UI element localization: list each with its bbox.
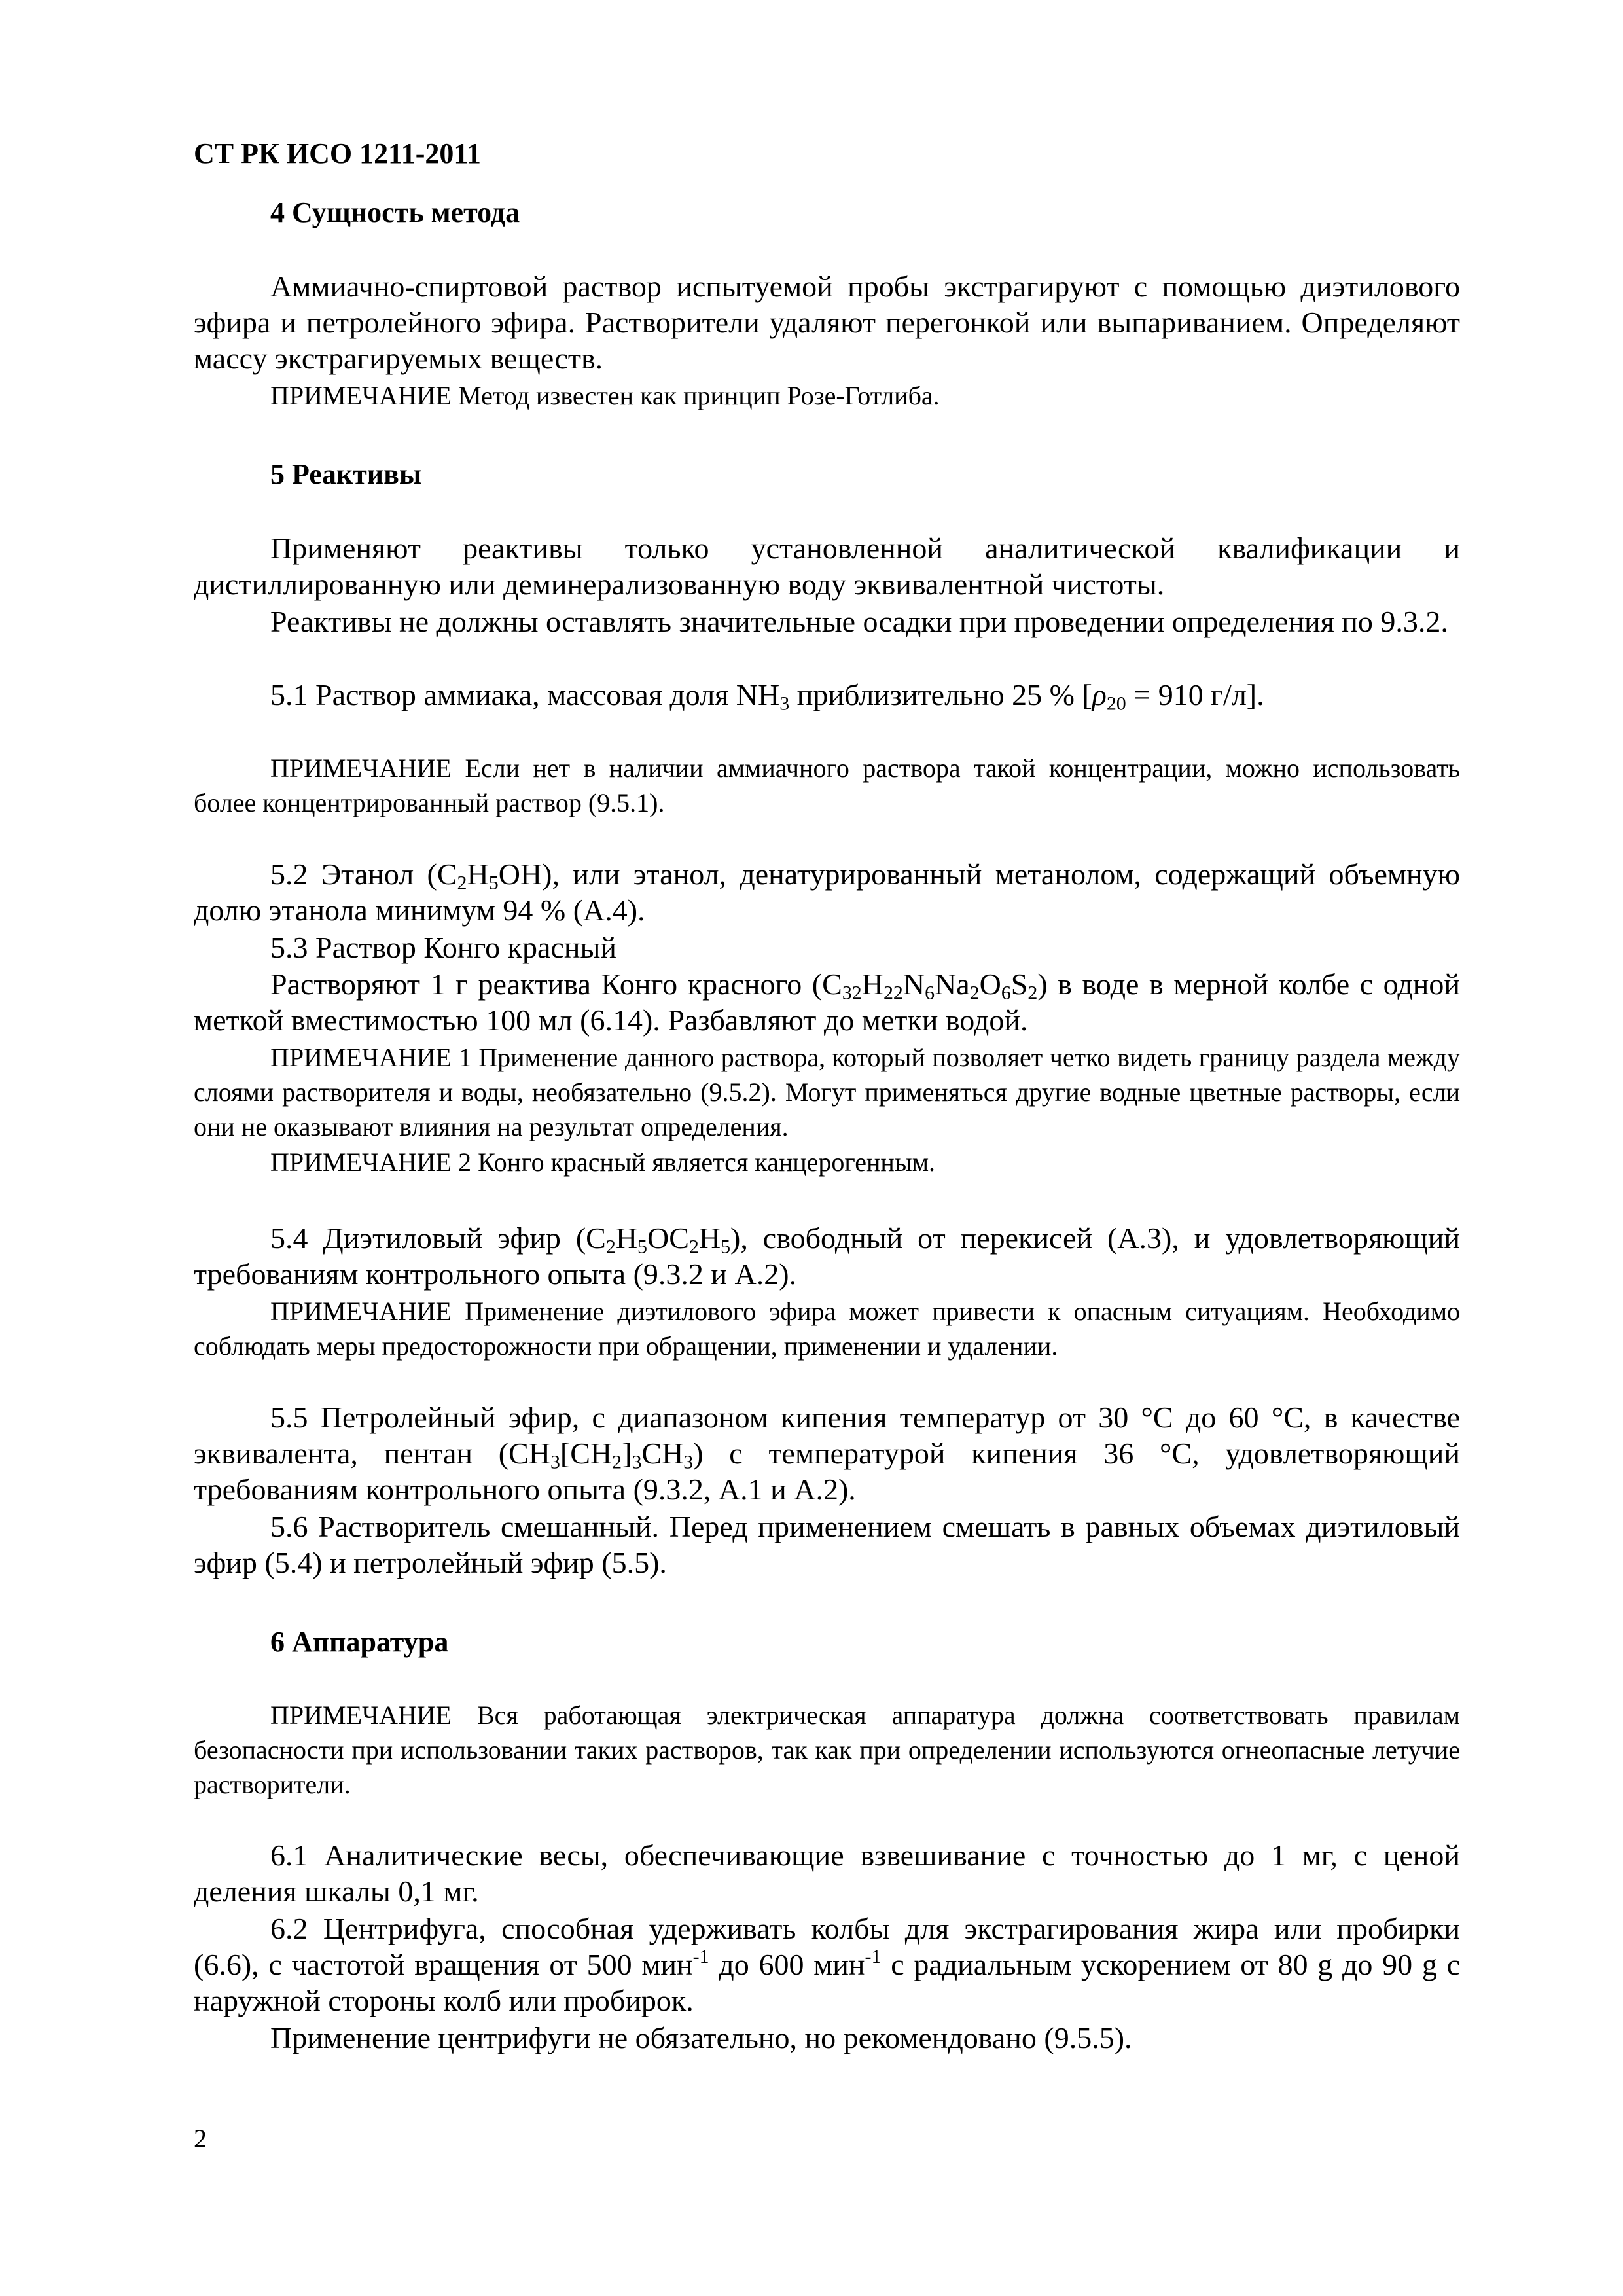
section-6-heading: 6 Аппаратура (270, 1626, 449, 1658)
item-5-3-note-1: ПРИМЕЧАНИЕ 1 Применение данного раствора, который позволяет четко видеть границу раздела между слоями растворителя и воды, необязательно (9.5.2). Могут применяться другие водные цветные растворы, если они не оказывают влияния на результат определения. (194, 1043, 1460, 1141)
page-number: 2 (194, 2124, 207, 2153)
item-5-3-note-2: ПРИМЕЧАНИЕ 2 Конго красный является канцерогенным. (270, 1147, 936, 1177)
section-5-paragraph-2: Реактивы не должны оставлять значительные осадки при проведении определения по 9.3.2. (270, 605, 1448, 638)
item-5-2: 5.2 Этанол $(C_2H_5OH)$, или этанол, денатурированный метанолом, содержащий объемную долю этанола минимум 94 % (А.4). (194, 857, 1460, 927)
section-4-paragraph: Аммиачно-спиртовой раствор испытуемой пробы экстрагируют с помощью диэтилового эфира и петролейного эфира. Растворители удаляют перегонкой или выпариванием. Определяют массу экстрагируемых веществ. (194, 270, 1460, 375)
item-6-1: 6.1 Аналитические весы, обеспечивающие взвешивание с точностью до 1 мг, с ценой деления шкалы 0,1 мг. (194, 1839, 1460, 1908)
standard-code: СТ РК ИСО 1211-2011 (194, 137, 481, 170)
section-4-heading: 4 Сущность метода (270, 196, 520, 228)
section-5-paragraph-1: Применяют реактивы только установленной аналитической квалификации и дистиллированную или деминерализованную воду эквивалентной чистоты. (194, 531, 1460, 601)
item-5-1-note: ПРИМЕЧАНИЕ Если нет в наличии аммиачного раствора такой концентрации, можно использовать более концентрированный раствор (9.5.1). (194, 753, 1460, 817)
item-5-3-text: Растворяют 1 г реактива Конго красного $(C_{32}H_{22}N_6Na_2O_6S_2)$ в воде в мерной колбе с одной меткой вместимостью 100 мл (6.14). Разбавляют до метки водой. (194, 967, 1460, 1037)
item-5-1: 5.1 Раствор аммиака, массовая доля $NH_3$ приблизительно 25 % [$\rho_{20} = 910$ г/л]. (270, 678, 1264, 715)
section-6-note: ПРИМЕЧАНИЕ Вся работающая электрическая аппаратура должна соответствовать правилам безопасности при использовании таких растворов, так как при определении используются огнеопасные летучие растворители. (194, 1700, 1460, 1799)
item-6-2: 6.2 Центрифуга, способная удерживать колбы для экстрагирования жира или пробирки (6.6), с частотой вращения от 500 мин$^{-1}$ до 600 мин$^{-1}$ с радиальным ускорением от 80 g до 90 g с наружной стороны колб или пробирок. (194, 1912, 1461, 2017)
section-5-heading: 5 Реактивы (270, 458, 422, 490)
item-5-5: 5.5 Петролейный эфир, с диапазоном кипения температур от 30 °С до 60 °С, в качестве эквивалента, пентан $(CH_3[CH_2]_3CH_3)$ с температурой кипения 36 °С, удовлетворяющий требованиям контрольного опыта (9.3.2, А.1 и А.2). (194, 1401, 1460, 1506)
section-4-note: ПРИМЕЧАНИЕ Метод известен как принцип Розе-Готлиба. (270, 381, 940, 410)
item-5-3-title: 5.3 Раствор Конго красный (270, 931, 616, 964)
item-5-6: 5.6 Растворитель смешанный. Перед применением смешать в равных объемах диэтиловый эфир (5.4) и петролейный эфир (5.5). (194, 1510, 1460, 1579)
item-5-4-note: ПРИМЕЧАНИЕ Применение диэтилового эфира может привести к опасным ситуациям. Необходимо соблюдать меры предосторожности при обращении, применении и удалении. (194, 1297, 1460, 1361)
item-5-4: 5.4 Диэтиловый эфир $(C_2H_5OC_2H_5)$, свободный от перекисей (А.3), и удовлетворяющий требованиям контрольного опыта (9.3.2 и А.2). (194, 1221, 1460, 1291)
section-6-last-paragraph: Применение центрифуги не обязательно, но рекомендовано (9.5.5). (270, 2021, 1132, 2054)
